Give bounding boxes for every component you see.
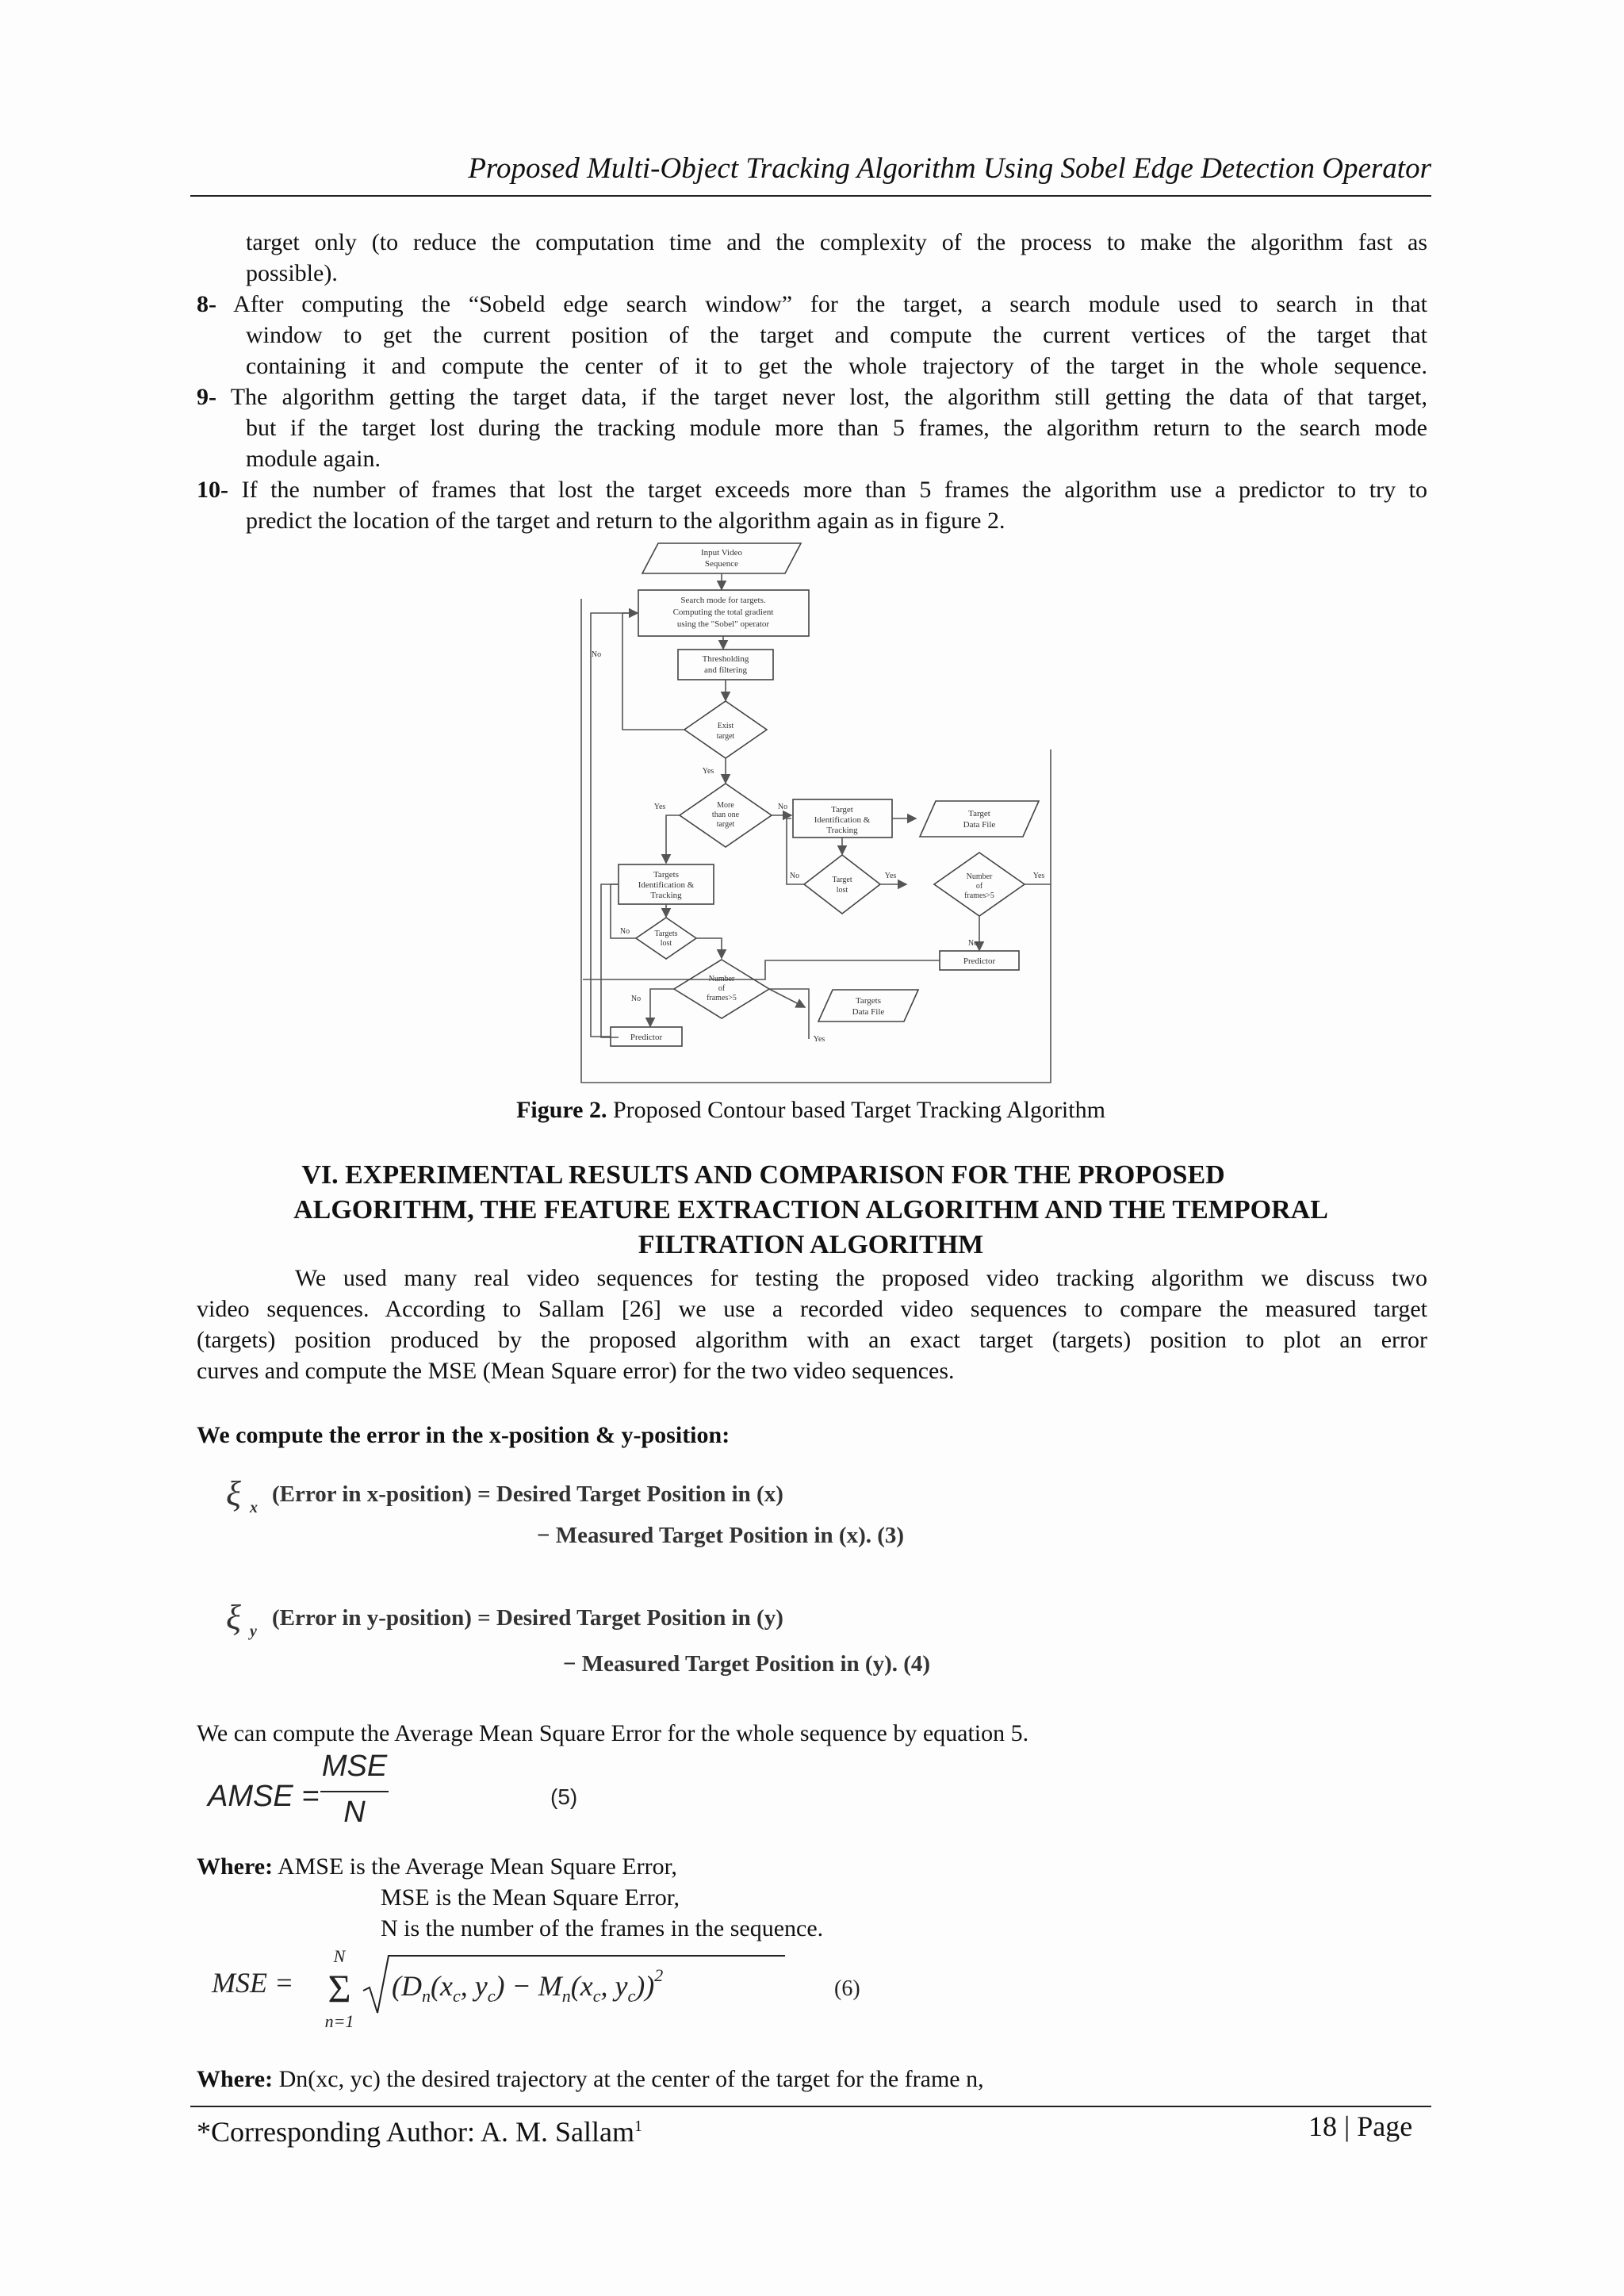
target-lost-decision [804, 855, 880, 914]
list-item-text: After computing the “Sobeld edge search window” for the target, a search module used to search in that [233, 291, 1427, 317]
where-amse [197, 1851, 677, 1882]
equation-line: − Measured Target Position in (x). (3) [537, 1523, 905, 1548]
list-number: 10- [197, 477, 228, 503]
sqrt-expression: ($D_n(x_c$, $y_c) - M_n(x_c$, $y_c))^2$ [392, 1965, 664, 2006]
node-label: Sequence [704, 559, 739, 569]
page-number: 18 | Page [1308, 2110, 1413, 2142]
yes-label: Yes [813, 1035, 825, 1044]
node-label: Input Video [701, 548, 742, 558]
node-label: Thresholding [702, 654, 749, 664]
section-heading-line: VI. EXPERIMENTAL RESULTS AND COMPARISON FOR THE PROPOSED [301, 1160, 1225, 1190]
figure-2-flowchart [579, 539, 1063, 1087]
node-label: Tracking [650, 891, 682, 900]
node-label: of [975, 882, 983, 891]
node-label: lost [836, 886, 848, 895]
node-label: Targets [654, 930, 678, 938]
paragraph-line: (targets) position produced by the proposed algorithm with an exact target (targets) position to plot an error [197, 1327, 1427, 1353]
list-item-10 [197, 474, 1427, 505]
where-line: N is the number of the frames in the sequence. [381, 1915, 824, 1941]
equation-lhs: MSE = [212, 1967, 294, 1999]
subscript: x [250, 1499, 258, 1516]
equation-6 [208, 1945, 882, 2040]
where-text: Dn(xc, yc) the desired trajectory at the center of the target for the frame n, [273, 2066, 984, 2092]
node-label: Target [832, 876, 852, 884]
node-label: Identification & [814, 815, 871, 825]
node-label: Search mode for targets. [680, 596, 766, 605]
figure-caption [190, 1094, 1431, 1125]
node-label: Number [708, 975, 735, 983]
node-label: Predictor [963, 956, 996, 966]
list-item-8 [197, 289, 1427, 320]
where-label: Where: [197, 2066, 274, 2092]
node-label: Tracking [826, 826, 858, 835]
subscript: y [250, 1623, 257, 1640]
figure-label: Figure 2. [516, 1097, 607, 1123]
equation-5 [208, 1751, 604, 1842]
list-item-text: The algorithm getting the target data, if the target never lost, the algorithm still getting the data of that target, [230, 384, 1427, 410]
paragraph-line: We used many real video sequences for testing the proposed video tracking algorithm we discuss two [295, 1265, 1427, 1291]
where-text: AMSE is the Average Mean Square Error, [273, 1853, 677, 1880]
node-label: Data File [852, 1007, 885, 1017]
node-label: Computing the total gradient [672, 608, 774, 617]
node-label: than one [711, 811, 740, 819]
node-label: target [716, 820, 735, 829]
paragraph-line: curves and compute the MSE (Mean Square error) for the two video sequences. [197, 1358, 955, 1384]
list-item-9 [197, 381, 1427, 412]
node-label: Targets [855, 996, 882, 1006]
node-label: frames>5 [964, 891, 994, 900]
node-label: and filtering [703, 665, 748, 675]
node-label: Target [831, 805, 853, 815]
no-label: No [967, 939, 979, 948]
node-label: lost [660, 939, 672, 948]
no-label: No [619, 927, 630, 936]
yes-label: Yes [702, 767, 714, 776]
fraction-bar [320, 1791, 389, 1792]
target-data-file-node [920, 801, 1039, 837]
no-label: No [777, 803, 788, 811]
no-label: No [591, 650, 602, 659]
footer-author [197, 2108, 642, 2150]
targets-data-file-node [818, 990, 918, 1022]
yes-label: Yes [884, 872, 897, 880]
yes-label: Yes [1032, 872, 1045, 880]
node-label: Exist [717, 722, 734, 730]
list-item-text: module again. [246, 446, 381, 472]
list-item-text: If the number of frames that lost the target exceeds more than 5 frames the algorithm use a predictor to try to [241, 477, 1427, 503]
node-label: Number [966, 872, 993, 881]
node-label: using the "Sobel" operator [676, 619, 770, 629]
where-dn [197, 2064, 984, 2095]
node-label: frames>5 [707, 994, 737, 1002]
node-label: of [718, 984, 726, 993]
header-title: Proposed Multi-Object Tracking Algorithm Using Sobel Edge Detection Operator [468, 152, 1431, 185]
yes-label: Yes [653, 803, 666, 811]
no-label: No [630, 995, 642, 1003]
footer-rule [190, 2106, 1431, 2107]
fraction-numerator: MSE [321, 1750, 388, 1783]
amse-intro: We can compute the Average Mean Square Error for the whole sequence by equation 5. [197, 1720, 1029, 1746]
node-label: Predictor [630, 1033, 663, 1042]
node-label: Data File [963, 820, 996, 830]
list-item-text: but if the target lost during the tracking module more than 5 frames, the algorithm return to the search mode [246, 415, 1427, 441]
list-item-text: window to get the current position of the target and compute the current vertices of the target that [246, 322, 1427, 348]
targets-lost-decision [636, 918, 696, 959]
footer-author-text: *Corresponding Author: A. M. Sallam [197, 2116, 634, 2148]
node-label: Target [968, 809, 990, 818]
equation-3 [226, 1474, 1098, 1564]
xi-symbol: ξ [226, 1598, 241, 1637]
where-line: MSE is the Mean Square Error, [381, 1884, 680, 1911]
sum-symbol-icon: Σ [327, 1966, 351, 2010]
list-continuation-line: possible). [246, 260, 338, 286]
where-label: Where: [197, 1853, 274, 1880]
section-heading [190, 1158, 1431, 1263]
figure-caption-text: Proposed Contour based Target Tracking Algorithm [607, 1097, 1105, 1123]
fraction-denominator: N [343, 1796, 366, 1829]
list-number: 9- [197, 384, 216, 410]
node-label: target [716, 732, 735, 741]
equation-line: (Error in x-position) = Desired Target Position in (x) [272, 1481, 783, 1507]
sum-upper-limit: N [333, 1946, 346, 1966]
list-item-text: predict the location of the target and return to the algorithm again as in figure 2. [246, 508, 1005, 534]
node-label: Targets [653, 870, 680, 880]
list-continuation-line: target only (to reduce the computation time and the complexity of the process to make the algorithm fast as [246, 229, 1427, 255]
flow-border [581, 599, 1051, 1083]
xi-symbol: ξ [226, 1474, 241, 1513]
equation-tag: (5) [550, 1784, 578, 1809]
equation-4 [226, 1600, 1098, 1689]
compute-heading: We compute the error in the x-position & y-position: [197, 1422, 730, 1448]
equation-line: − Measured Target Position in (y). (4) [563, 1651, 931, 1677]
node-label: More [717, 801, 734, 810]
running-header [190, 151, 1431, 197]
list-number: 8- [197, 291, 216, 317]
equation-tag: (6) [834, 1976, 860, 2001]
footer-author-sup: 1 [634, 2118, 642, 2135]
list-item-text: containing it and compute the center of it to get the whole trajectory of the target in the whole sequence. [246, 353, 1427, 379]
section-heading-line: FILTRATION ALGORITHM [638, 1230, 984, 1259]
no-label: No [789, 872, 800, 880]
section-heading-line: ALGORITHM, THE FEATURE EXTRACTION ALGORITHM AND THE TEMPORAL [293, 1195, 1328, 1225]
equation-line: (Error in y-position) = Desired Target Position in (y) [272, 1605, 783, 1631]
equation-lhs: AMSE = [208, 1780, 320, 1813]
paragraph-line: video sequences. According to Sallam [26] we use a recorded video sequences to compare the measured target [197, 1296, 1427, 1322]
sum-lower-limit: n=1 [324, 2011, 354, 2031]
node-label: Identification & [638, 880, 695, 890]
